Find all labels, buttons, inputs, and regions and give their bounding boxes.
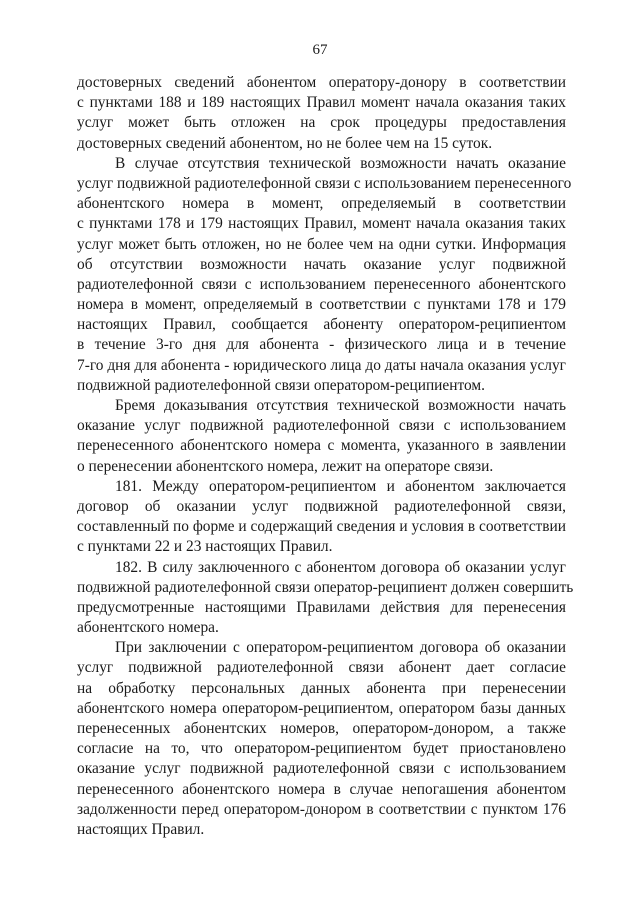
text-line: с пунктами 22 и 23 настоящих Правил. (77, 538, 333, 556)
text-line: 181. Между оператором-реципиентом и абонентом заключается (115, 477, 566, 495)
text-line: услуг подвижной радиотелефонной связи с использованием перенесенного (77, 174, 572, 192)
paragraph (77, 558, 574, 639)
text-line: предусмотренные настоящими Правилами действия для перенесения (77, 598, 566, 616)
text-line: 7-го дня для абонента - юридического лица до даты начала оказания услуг (77, 356, 566, 374)
text-line: составленный по форме и содержащий сведения и условия в соответствии (77, 518, 566, 536)
body-text (77, 73, 574, 840)
text-line: оказание услуг подвижной радиотелефонной связи с использованием (77, 760, 566, 778)
page-number: 67 (312, 42, 328, 58)
text-line: перенесенного абонентского номера в случае непогашения абонентом (77, 780, 566, 798)
text-line: настоящих Правил. (77, 820, 205, 838)
text-line: договор об оказании услуг подвижной радиотелефонной связи, (77, 497, 566, 515)
paragraph (77, 477, 566, 558)
text-line: настоящих Правил, сообщается абоненту оператором-реципиентом (77, 316, 566, 334)
text-line: задолженности перед оператором-донором в соответствии с пунктом 176 (77, 800, 566, 818)
paragraph (77, 154, 572, 396)
text-line: Бремя доказывания отсутствия технической возможности начать (115, 397, 566, 414)
text-line: В случае отсутствия технической возможности начать оказание (115, 154, 566, 172)
text-line: на обработку персональных данных абонента при перенесении (77, 679, 566, 697)
paragraph (77, 638, 566, 840)
text-line: подвижной радиотелефонной связи оператором-реципиентом. (77, 376, 485, 394)
text-line: номера в момент, определяемый в соответствии с пунктами 178 и 179 (77, 296, 566, 314)
text-line: абонентского номера в момент, определяемый в соответствии (77, 195, 566, 213)
text-line: достоверных сведений абонентом, но не более чем на 15 суток. (77, 134, 493, 152)
text-line: с пунктами 178 и 179 настоящих Правил, момент начала оказания таких (77, 215, 566, 233)
text-line: абонентского номера. (77, 619, 219, 637)
text-line: оказание услуг подвижной радиотелефонной связи с использованием (77, 417, 566, 435)
text-line: услуг подвижной радиотелефонной связи абонент дает согласие (77, 659, 566, 677)
text-line: абонентского номера оператором-реципиентом, оператором базы данных (77, 699, 566, 717)
text-line: При заключении с оператором-реципиентом договора об оказании (115, 639, 566, 657)
paragraph (77, 396, 566, 477)
text-line: радиотелефонной связи с использованием перенесенного абонентского (77, 275, 566, 293)
text-line: согласие на то, что оператором-реципиентом будет приостановлено (77, 740, 566, 758)
text-line: с пунктами 188 и 189 настоящих Правил момент начала оказания таких (77, 94, 566, 112)
text-line: подвижной радиотелефонной связи оператор-реципиент должен совершить (77, 578, 574, 596)
text-line: 182. В силу заключенного с абонентом договора об оказании услуг (115, 558, 566, 576)
text-line: услуг может быть отложен на срок процедуры предоставления (77, 114, 566, 132)
paragraph (77, 73, 566, 154)
text-line: перенесенных абонентских номеров, оператором-донором, а также (77, 720, 566, 737)
text-line: об отсутствии возможности начать оказание услуг подвижной (77, 255, 566, 273)
text-line: достоверных сведений абонентом оператору-донору в соответствии (77, 74, 566, 91)
text-line: перенесенного абонентского номера с момента, указанного в заявлении (77, 437, 566, 455)
text-line: услуг может быть отложен, но не более чем на одни сутки. Информация (77, 235, 566, 253)
text-line: о перенесении абонентского номера, лежит на операторе связи. (77, 457, 494, 475)
text-line: в течение 3-го дня для абонента - физического лица и в течение (77, 336, 566, 354)
